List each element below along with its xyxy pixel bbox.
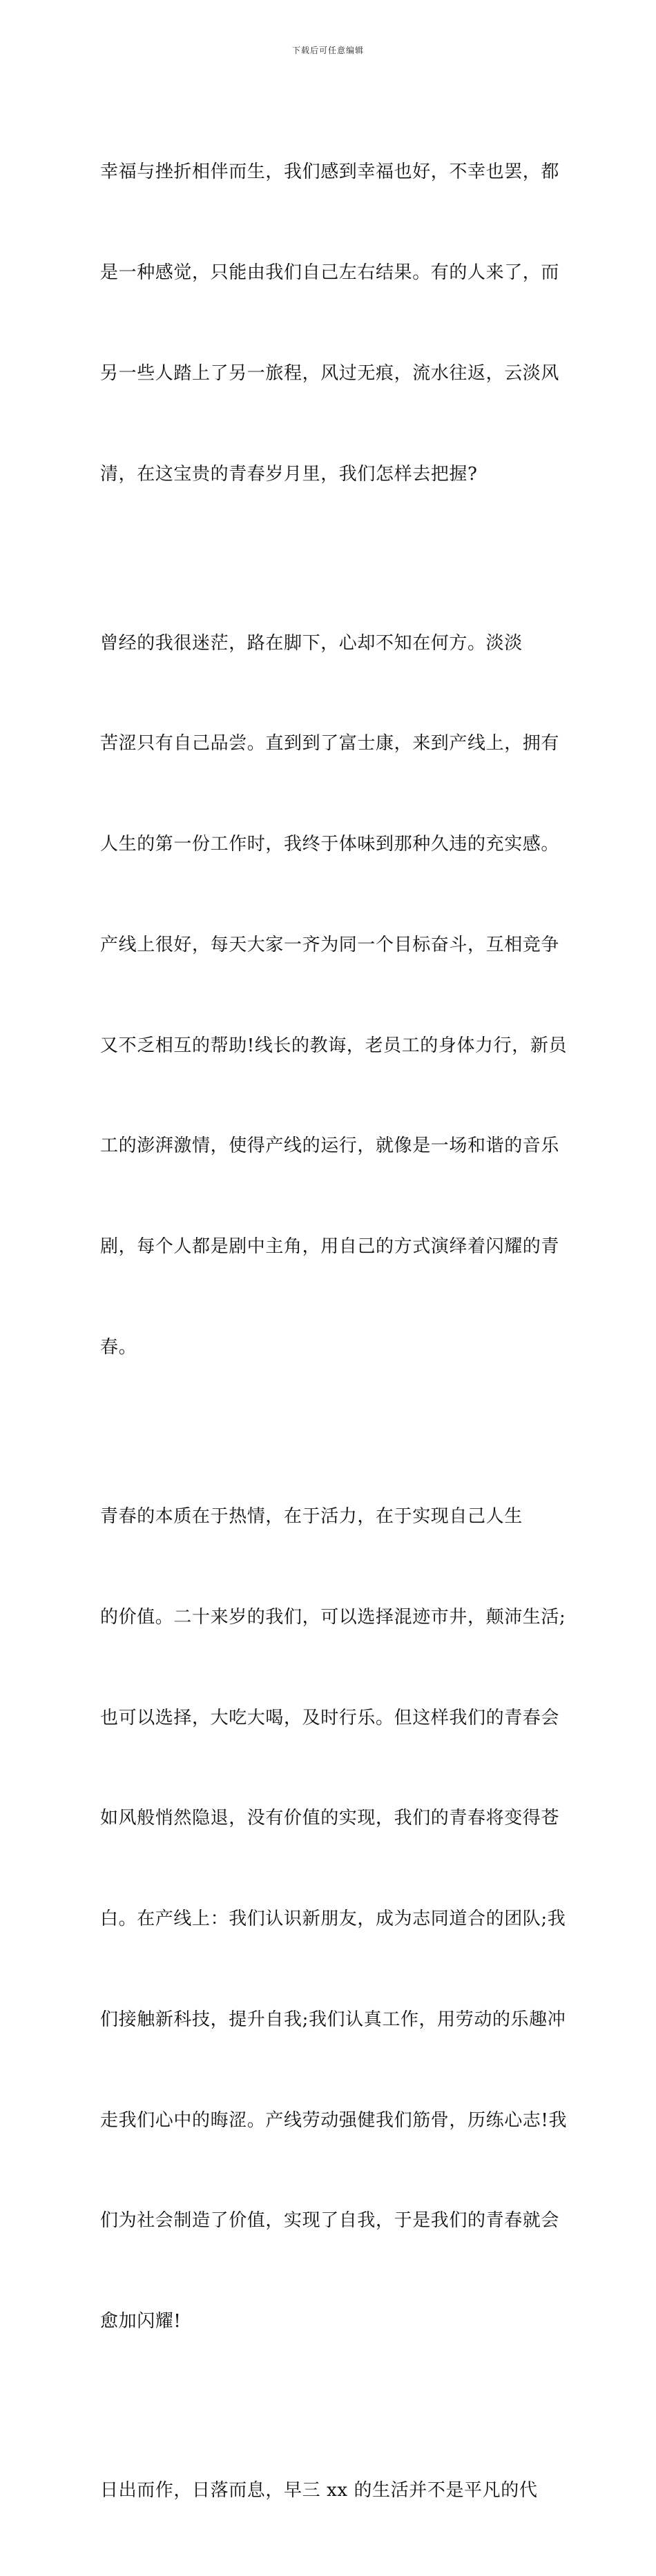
text-line: 苦涩只有自己品尝。直到到了富士康，来到产线上，拥有	[100, 733, 560, 754]
page-header: 下载后可任意编辑	[291, 46, 364, 55]
paragraph-1	[100, 88, 563, 558]
text-line: 走我们心中的晦涩。产线劳动强健我们筋骨，历练心志!我	[100, 2109, 568, 2131]
text-line: 剧，每个人都是剧中主角，用自己的方式演绎着闪耀的青	[100, 1236, 560, 1258]
text-line: 们接触新科技，提升自我;我们认真工作，用劳动的乐趣冲	[100, 2009, 566, 2030]
text-line: 产线上很好，每天大家一齐为同一个目标奋斗，互相竞争	[100, 934, 560, 955]
text-line: 们为社会制造了价值，实现了自我，于是我们的青春就会	[100, 2210, 560, 2232]
text-line: 青春的本质在于热情，在于活力，在于实现自己人生	[100, 1505, 523, 1527]
text-line: 又不乏相互的帮助!线长的教诲，老员工的身体力行，新员	[100, 1035, 568, 1056]
text-line: 幸福与挫折相伴而生，我们感到幸福也好，不幸也罢，都	[100, 162, 560, 183]
text-line: 春。	[100, 1336, 137, 1358]
text-line: 人生的第一份工作时，我终于体味到那种久违的充实感。	[100, 834, 560, 855]
text-line: 另一些人踏上了另一旅程，风过无痕，流水往返，云淡风	[100, 362, 560, 384]
text-line: 日出而作，日落而息，早三 xx 的生活并不是平凡的代	[100, 2480, 538, 2501]
text-line: 曾经的我很迷茫，路在脚下，心却不知在何方。淡淡	[100, 632, 523, 654]
paragraph-4	[100, 2407, 563, 2575]
text-line: 是一种感觉，只能由我们自己左右结果。有的人来了，而	[100, 262, 560, 283]
text-line: 工的澎湃激情，使得产线的运行，就像是一场和谐的音乐	[100, 1135, 560, 1157]
text-line: 清，在这宝贵的青春岁月里，我们怎样去把握?	[100, 463, 478, 485]
text-line: 的价值。二十来岁的我们，可以选择混迹市井，颠沛生活;	[100, 1606, 566, 1628]
text-line: 愈加闪耀!	[100, 2311, 182, 2332]
document-body	[100, 88, 568, 2576]
text-line: 如风般悄然隐退，没有价值的实现，我们的青春将变得苍	[100, 1808, 560, 1829]
paragraph-2	[100, 559, 568, 1431]
text-line: 白。在产线上：我们认识新朋友，成为志同道合的团队;我	[100, 1909, 566, 1930]
paragraph-3	[100, 1433, 568, 2406]
text-line: 也可以选择，大吃大喝，及时行乐。但这样我们的青春会	[100, 1707, 560, 1728]
